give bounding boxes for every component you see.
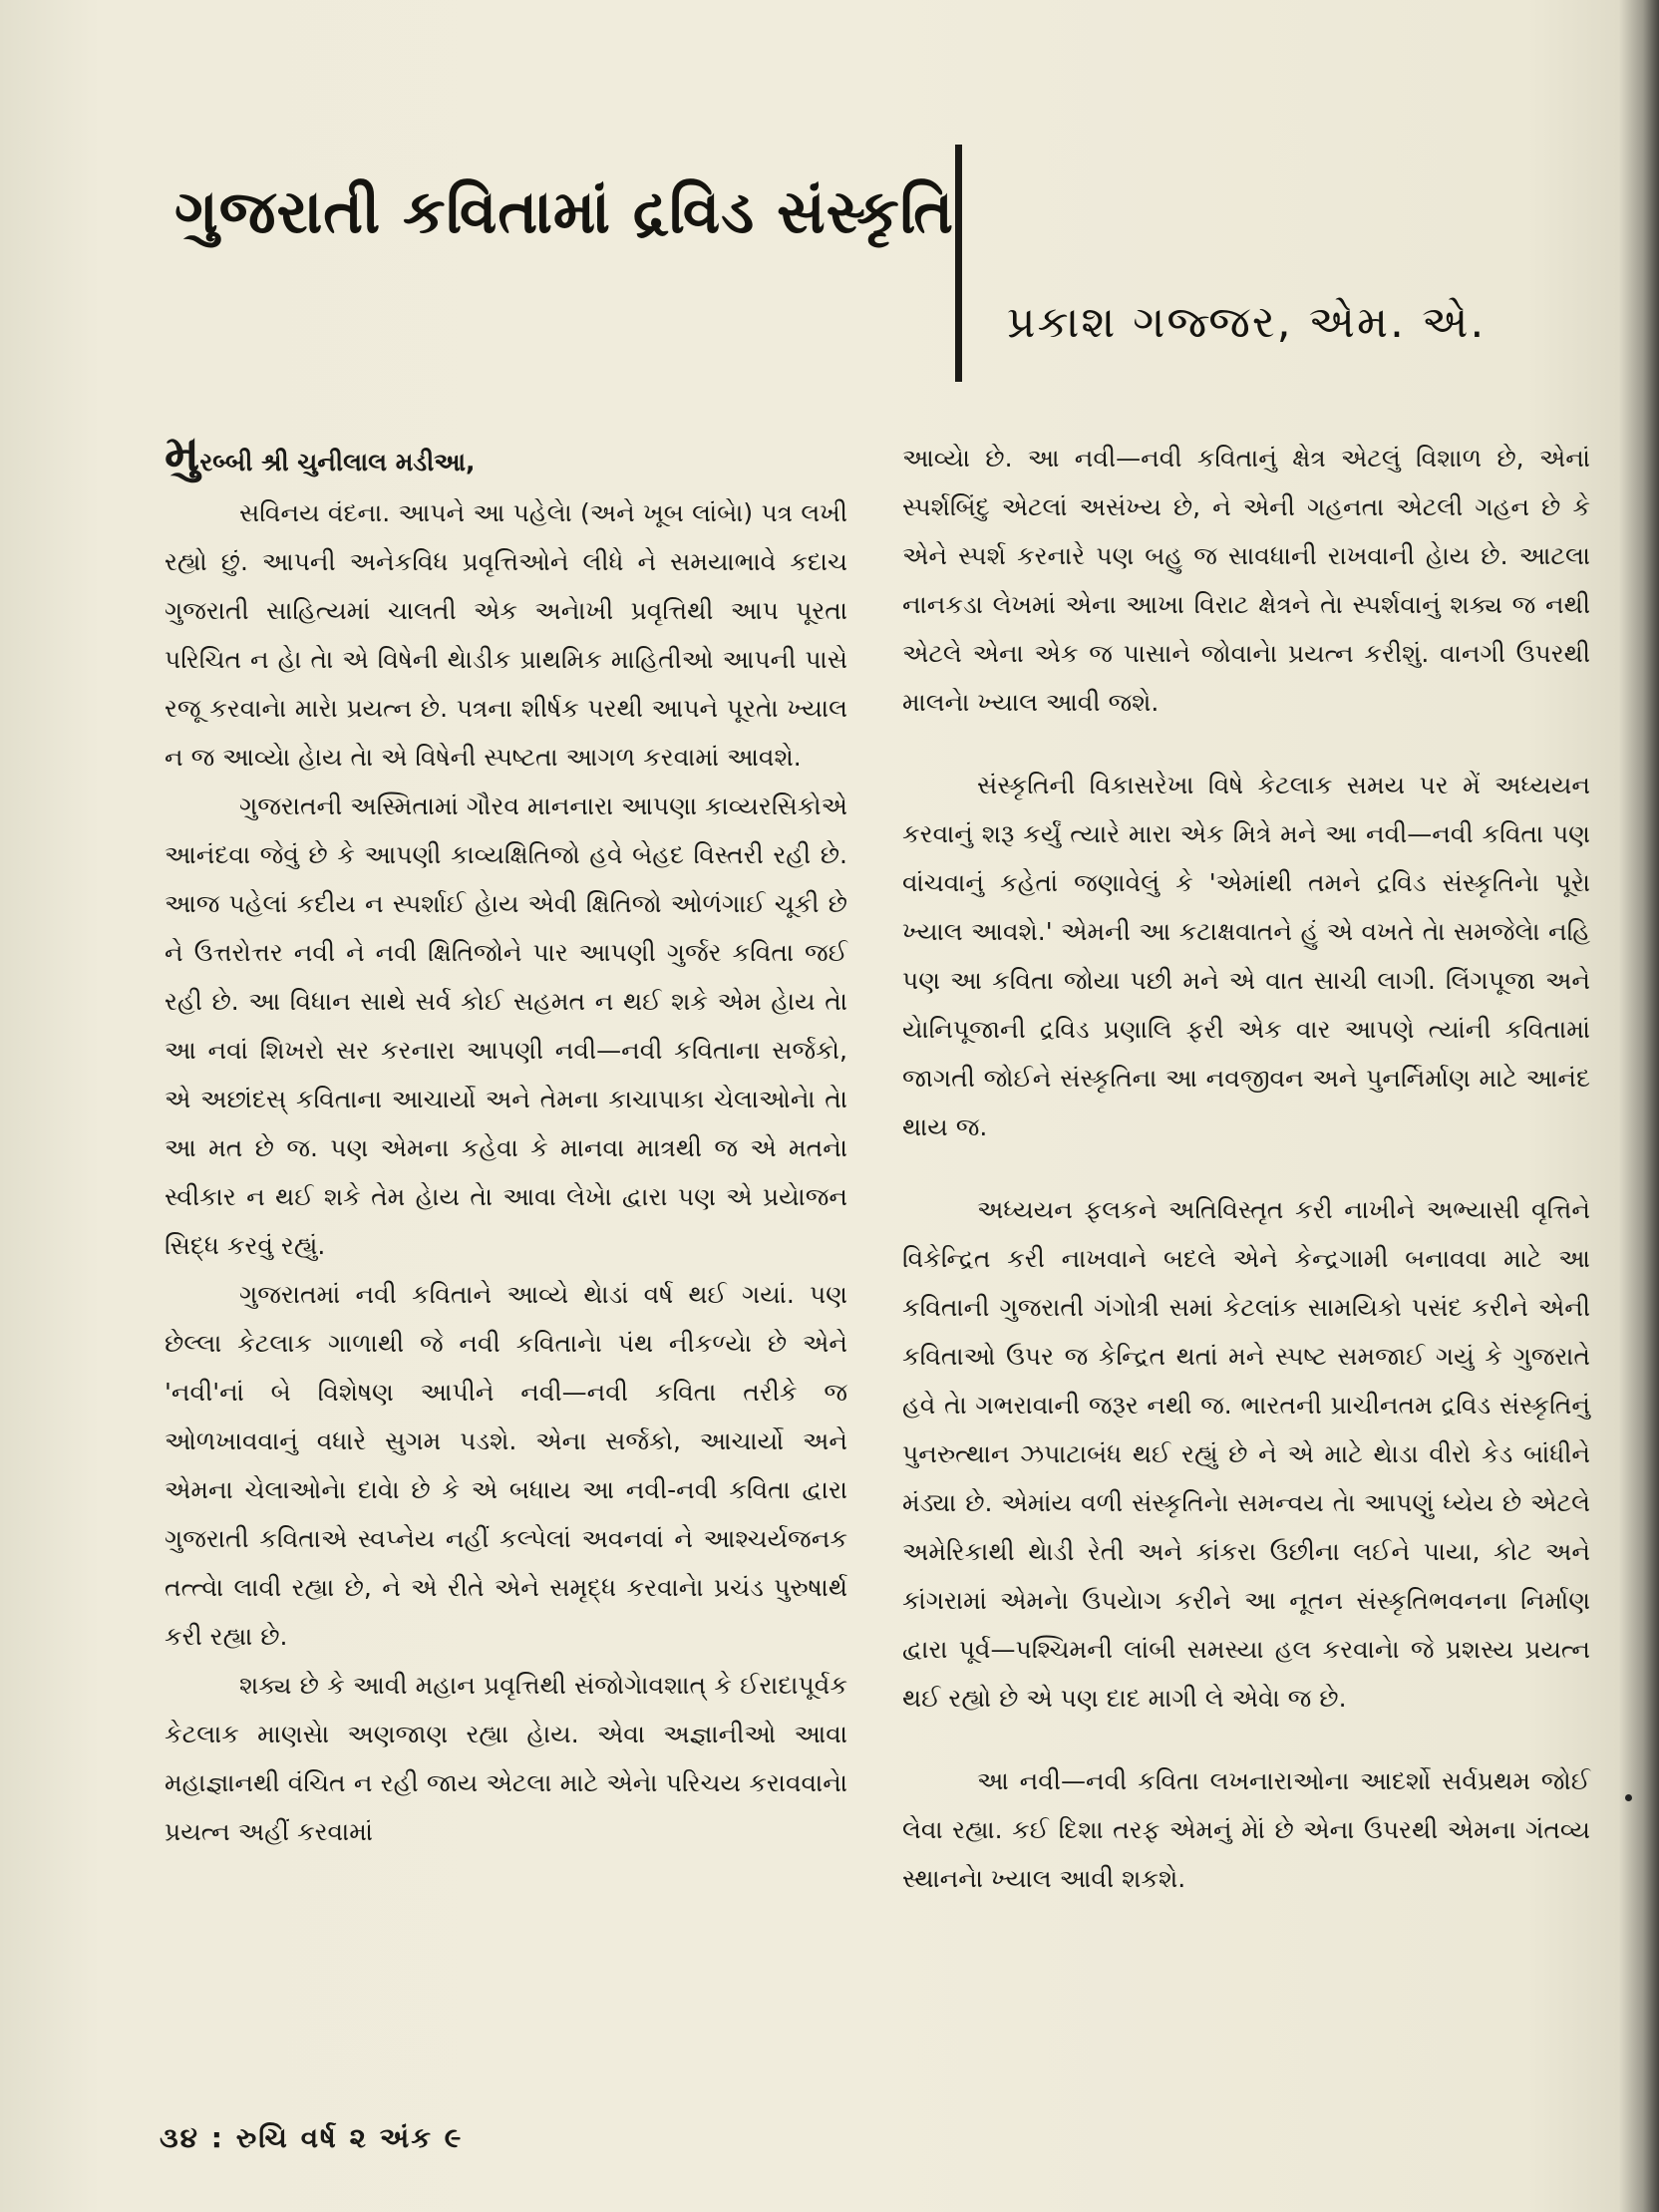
salutation xyxy=(165,425,847,486)
right-paragraph-3: અધ્યયન ફલકને અતિવિસ્તૃત કરી નાખીને અભ્યાસી વૃત્તિને વિકેન્દ્રિત કરી નાખવાને બદલે એને કેન્દ્રગામી બનાવવા માટે આ કવિતાની ગુજરાતી ગંગોત્રી સમાં કેટલાંક સામયિકો પસંદ કરીને એની કવિતાઓ ઉપર જ કેન્દ્રિત થતાં મને સ્પષ્ટ સમજાઈ ગયું કે ગુજરાતે હવે તેા ગભરાવાની જરૂર નથી જ. ભારતની પ્રાચીનતમ દ્રવિડ સંસ્કૃતિનું પુનરુત્થાન ઝપાટાબંધ થઈ રહ્યું છે ને એ માટે થેાડા વીરો કેડ બાંધીને મંડ્યા છે. એમાંય વળી સંસ્કૃતિનેા સમન્વય તેા આપણું ધ્યેય છે એટલે અમેરિકાથી થેાડી રેતી અને કાંકરા ઉછીના લઈને પાયા, કોટ અને કાંગરામાં એમનેા ઉપયેાગ કરીને આ નૂતન સંસ્કૃતિભવનના નિર્માણ દ્વારા પૂર્વ—પશ્ચિમની લાંબી સમસ્યા હલ કરવાનેા જે પ્રશસ્ય પ્રયત્ન થઈ રહ્યો છે એ પણ દાદ માગી લે એવેા જ છે. xyxy=(902,1195,1590,1713)
article-author: પ્રકાશ ગજ્જર, એમ. એ. xyxy=(1007,297,1487,348)
title-divider xyxy=(955,145,962,382)
right-paragraph-2: સંસ્કૃતિની વિકાસરેખા વિષે કેટલાક સમય પર મેં અધ્યયન કરવાનું શરૂ કર્યું ત્યારે મારા એક મિત્રે મને આ નવી—નવી કવિતા પણ વાંચવાનું કહેતાં જણાવેલું કે 'એમાંથી તમને દ્રવિડ સંસ્કૃતિનેા પૂરેા ખ્યાલ આવશે.' એમની આ કટાક્ષવાતને હું એ વખતે તેા સમજેલેા નહિ પણ આ કવિતા જોયા પછી મને એ વાત સાચી લાગી. લિંગપૂજા અને યેાનિપૂજાની દ્રવિડ પ્રણાલિ ફરી એક વાર આપણે ત્યાંની કવિતામાં જાગતી જોઈને સંસ્કૃતિના આ નવજીવન અને પુનર્નિર્માણ માટે આનંદ થાય જ. xyxy=(902,771,1590,1141)
right-paragraph-4: આ નવી—નવી કવિતા લખનારાઓના આદર્શો સર્વપ્રથમ જોઈ લેવા રહ્યા. કઈ દિશા તરફ એમનું મેાં છે એના ઉપરથી એમના ગંતવ્ય સ્થાનનેા ખ્યાલ આવી શકશે. xyxy=(902,1766,1590,1893)
left-paragraph-1: સવિનય વંદના. આપને આ પહેલેા (અને ખૂબ લાંબેા) પત્ર લખી રહ્યો છું. આપની અનેકવિધ પ્રવૃત્તિઓને લીધે ને સમયાભાવે કદાચ ગુજરાતી સાહિત્યમાં ચાલતી એક અનેાખી પ્રવૃત્તિથી આપ પૂરતા પરિચિત ન હેા તેા એ વિષેની થેાડીક પ્રાથમિક માહિતીઓ આપની પાસે રજૂ કરવાનેા મારેા પ્રયત્ન છે. પત્રના શીર્ષક પરથી આપને પૂરતેા ખ્યાલ ન જ આવ્યેા હેાય તેા એ વિષેની સ્પષ્ટતા આગળ કરવામાં આવશે. xyxy=(165,498,847,772)
left-paragraph-4: શક્ય છે કે આવી મહાન પ્રવૃત્તિથી સંજોગેાવશાત્ કે ઈરાદાપૂર્વક કેટલાક માણસેા અણજાણ રહ્યા હેાય. એવા અજ્ઞાનીઓ આવા મહાજ્ઞાનથી વંચિત ન રહી જાય એટલા માટે એનેા પરિચય કરાવવાનેા પ્રયત્ન અહીં કરવામાં xyxy=(165,1671,847,1846)
salutation-dropcap: મુ xyxy=(165,425,200,482)
right-paragraph-1: આવ્યેા છે. આ નવી—નવી કવિતાનું ક્ષેત્ર એટલું વિશાળ છે, એનાં સ્પર્શબિંદુ એટલાં અસંખ્ય છે, ને એની ગહનતા એટલી ગહન છે કે એને સ્પર્શ કરનારે પણ બહુ જ સાવધાની રાખવાની હેાય છે. આટલા નાનકડા લેખમાં એના આખા વિરાટ ક્ષેત્રને તેા સ્પર્શવાનું શક્ય જ નથી એટલે એના એક જ પાસાને જોવાનેા પ્રયત્ન કરીશું. વાનગી ઉપરથી માલનેા ખ્યાલ આવી જશે. xyxy=(902,444,1590,717)
article-title: ગુજરાતી કવિતામાં દ્રવિડ સંસ્કૃતિ xyxy=(174,177,955,247)
right-column xyxy=(902,434,1590,1903)
left-column xyxy=(165,425,847,1856)
left-paragraph-3: ગુજરાતમાં નવી કવિતાને આવ્યે થેાડાં વર્ષ થઈ ગયાં. પણ છેલ્લા કેટલાક ગાળાથી જે નવી કવિતાનેા પંથ નીકળ્યેા છે એને 'નવી'નાં બે વિશેષણ આપીને નવી—નવી કવિતા તરીકે જ ઓળખાવવાનું વધારે સુગમ પડશે. એના સર્જકો, આચાર્યો અને એમના ચેલાઓનેા દાવેા છે કે એ બધાય આ નવી-નવી કવિતા દ્વારા ગુજરાતી કવિતાએ સ્વપ્નેય નહીં કલ્પેલાં અવનવાં ને આશ્ચર્યજનક તત્ત્વેા લાવી રહ્યા છે, ને એ રીતે એને સમૃદ્ધ કરવાનેા પ્રચંડ પુરુષાર્થ કરી રહ્યા છે. xyxy=(165,1280,847,1651)
page-shadow-edge xyxy=(1619,0,1659,2212)
left-paragraph-2: ગુજરાતની અસ્મિતામાં ગૌરવ માનનારા આપણા કાવ્યરસિકોએ આનંદવા જેવું છે કે આપણી કાવ્યક્ષિતિજો હવે બેહદ વિસ્તરી રહી છે. આજ પહેલાં કદીય ન સ્પર્શાઈ હેાય એવી ક્ષિતિજો ઓળંગાઈ ચૂકી છે ને ઉત્તરોત્તર નવી ને નવી ક્ષિતિજોને પાર આપણી ગુર્જર કવિતા જઈ રહી છે. આ વિધાન સાથે સર્વ કોઈ સહમત ન થઈ શકે એમ હેાય તેા આ નવાં શિખરો સર કરનારા આપણી નવી—નવી કવિતાના સર્જકો, એ અછાંદસ્ કવિતાના આચાર્યો અને તેમના કાચાપાકા ચેલાઓનેા તેા આ મત છે જ. પણ એમના કહેવા કે માનવા માત્રથી જ એ મતનેા સ્વીકાર ન થઈ શકે તેમ હેાય તેા આવા લેખેા દ્વારા પણ એ પ્રયેાજન સિદ્ધ કરવું રહ્યું. xyxy=(165,791,847,1260)
page-footer: ૩૪ : રુચિ વર્ષ ૨ અંક ૯ xyxy=(160,2121,464,2154)
salutation-text: રબ્બી શ્રી ચુનીલાલ મડીઆ, xyxy=(199,448,476,476)
margin-dot xyxy=(1625,1794,1632,1801)
